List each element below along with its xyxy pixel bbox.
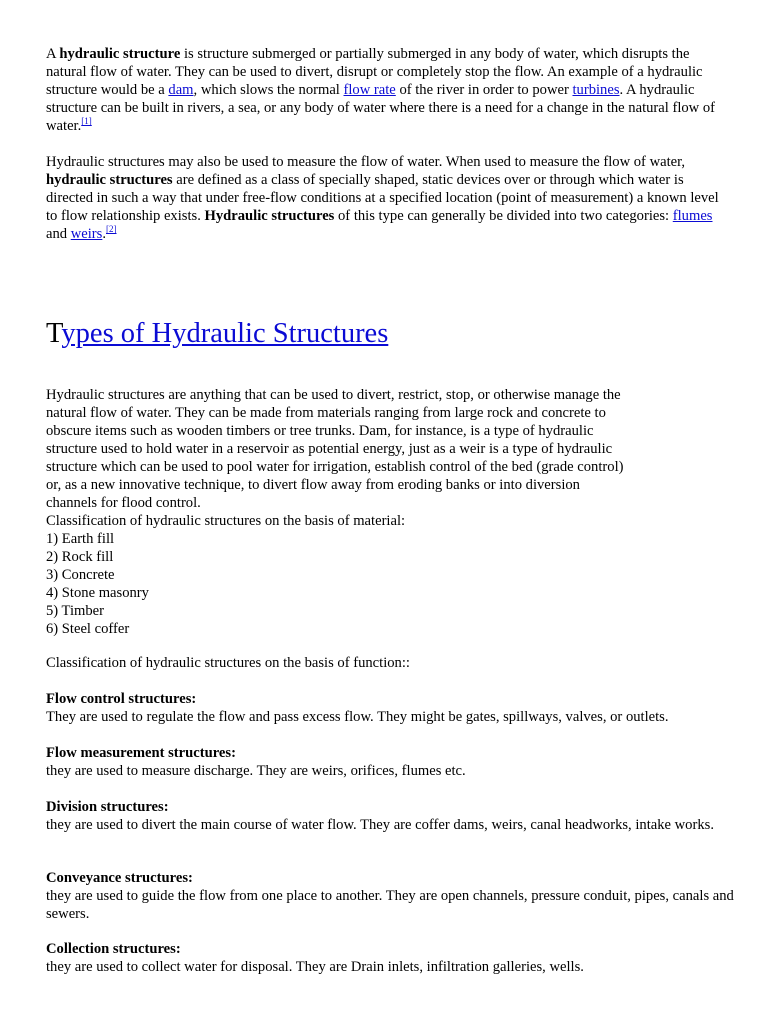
- text: of this type can generally be divided into two categories:: [334, 208, 673, 224]
- material-item: 3) Concrete: [46, 567, 115, 583]
- function-title: Division structures:: [46, 799, 169, 815]
- heading-first-letter: T: [46, 318, 62, 349]
- reference-1-link[interactable]: [1]: [81, 116, 92, 126]
- material-intro: Classification of hydraulic structures on the basis of material:: [46, 513, 406, 529]
- function-text: they are used to measure discharge. They are weirs, orifices, flumes etc.: [46, 763, 466, 779]
- material-item: 1) Earth fill: [46, 531, 115, 547]
- text: and: [46, 226, 71, 242]
- bold-term: hydraulic structure: [59, 46, 181, 62]
- intro-paragraph-2: [46, 153, 726, 243]
- function-conveyance: [46, 869, 736, 923]
- bold-term: hydraulic structures: [46, 172, 173, 188]
- text: Hydraulic structures are anything that can be used to divert, restrict, stop, or otherwise manage the natural flow of water. They can be made from materials ranging from large rock and concrete to obscure items such as wooden timbers or tree trunks. Dam, for instance, is a type of hydraulic structure used to hold water in a reservoir as potential energy, just as a weir is a type of hydraulic structure which can be used to pool water for irrigation, establish control of the bed (grade control) or, as a new innovative technique, to divert flow away from eroding banks or into diversion channels for flood control.: [46, 387, 624, 511]
- reference-2-link[interactable]: [2]: [106, 224, 117, 234]
- intro-paragraph-1: [46, 45, 726, 135]
- function-text: they are used to divert the main course of water flow. They are coffer dams, weirs, canal headworks, intake works.: [46, 817, 714, 833]
- function-intro: Classification of hydraulic structures on the basis of function::: [46, 655, 410, 671]
- function-text: they are used to guide the flow from one place to another. They are open channels, pressure conduit, pipes, canals and sewers.: [46, 888, 734, 922]
- link-weirs[interactable]: weirs: [70, 226, 103, 242]
- function-text: They are used to regulate the flow and pass excess flow. They might be gates, spillways, valves, or outlets.: [46, 709, 669, 725]
- text: is structure submerged or partially submerged in any body of water, which disrupts the natural flow of water. They can be used to divert, disrupt or completely stop the flow. An example of a hydraulic structure would be a: [46, 46, 703, 98]
- function-title: Collection structures:: [46, 941, 181, 957]
- material-item: 6) Steel coffer: [46, 621, 130, 637]
- text: .: [102, 226, 107, 242]
- bold-term: Hydraulic structures: [204, 208, 335, 224]
- material-item: 4) Stone masonry: [46, 585, 149, 601]
- link-turbines[interactable]: turbines: [572, 82, 620, 98]
- text: A: [46, 46, 60, 62]
- function-flow-measurement: [46, 744, 736, 780]
- link-dam[interactable]: dam: [168, 82, 194, 98]
- text: Hydraulic structures may also be used to measure the flow of water. When used to measure the flow of water,: [46, 154, 686, 170]
- text: , which slows the normal: [193, 82, 344, 98]
- link-flow-rate[interactable]: flow rate: [343, 82, 396, 98]
- function-title: Conveyance structures:: [46, 870, 193, 886]
- heading-link[interactable]: ypes of Hydraulic Structures: [61, 318, 389, 349]
- section-heading: [46, 316, 388, 352]
- text: . A hydraulic structure can be built in rivers, a sea, or any body of water where there is a need for a change in the natural flow of water.: [46, 82, 716, 134]
- function-flow-control: [46, 690, 736, 726]
- function-division: [46, 798, 736, 834]
- text: are defined as a class of specially shaped, static devices over or through which water is directed in such a way that under free-flow conditions at a specified location (point of measurement) a known level to flow relationship exists.: [46, 172, 719, 224]
- link-flumes[interactable]: flumes: [672, 208, 713, 224]
- body-paragraph: [46, 386, 626, 638]
- material-item: 5) Timber: [46, 603, 104, 619]
- function-title: Flow control structures:: [46, 691, 197, 707]
- function-collection: [46, 940, 736, 976]
- material-item: 2) Rock fill: [46, 549, 114, 565]
- text: of the river in order to power: [395, 82, 573, 98]
- function-text: they are used to collect water for disposal. They are Drain inlets, infiltration galleries, wells.: [46, 959, 584, 975]
- function-title: Flow measurement structures:: [46, 745, 236, 761]
